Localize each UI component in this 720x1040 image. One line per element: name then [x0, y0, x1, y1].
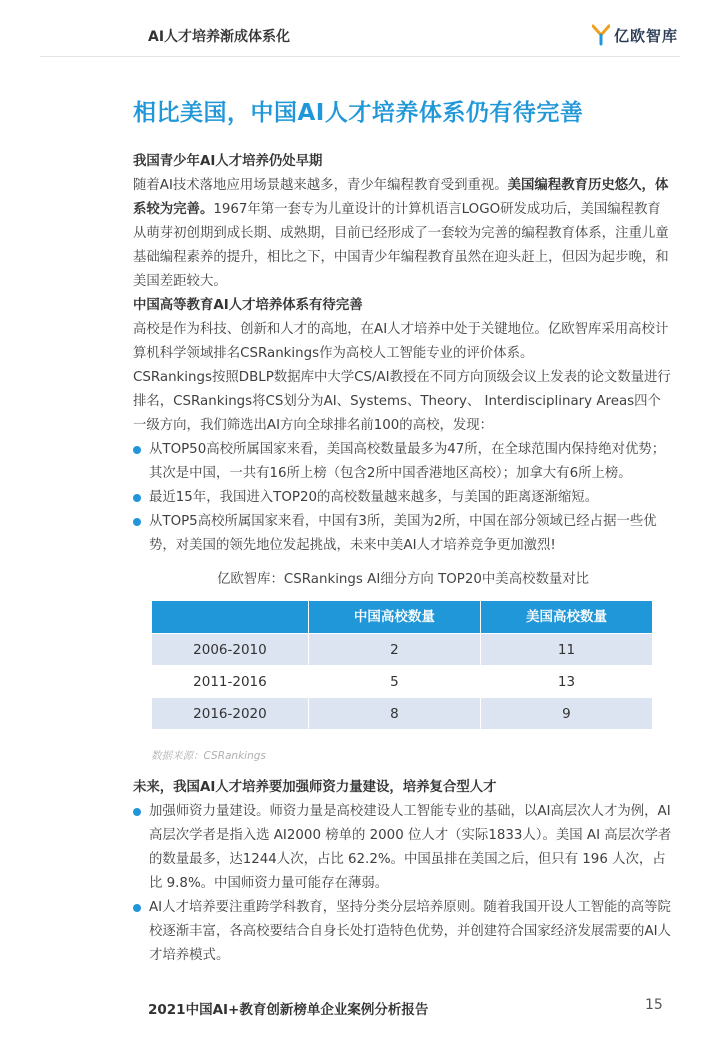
list-item: [133, 486, 673, 510]
header-title: AI人才培养渐成体系化: [148, 29, 291, 45]
table-header-usa: 美国高校数量: [480, 601, 652, 634]
list-item-text: AI人才培养要注重跨学科教育，坚持分类分层培养原则。随着我国开设人工智能的高等院校逐渐丰富，各高校要结合自身长处打造特色优势，并创建符合国家经济发展需要的AI人才培养模式。: [149, 900, 671, 963]
paragraph-youth-part-a: 随着AI技术落地应用场景越来越多，青少年编程教育受到重视。: [133, 178, 508, 193]
table-caption: 亿欧智库：CSRankings AI细分方向 TOP20中美高校数量对比: [216, 572, 590, 587]
future-list: [133, 800, 673, 968]
main-content: [133, 150, 673, 968]
table-row: [152, 666, 653, 698]
table-cell-usa: 11: [480, 634, 652, 666]
header-divider: [40, 56, 680, 57]
paragraph-youth-bold: 美国编程教育历史悠久，体系较为完善。: [133, 178, 669, 217]
table-cell-china: 8: [308, 698, 480, 730]
comparison-table: [151, 600, 653, 730]
section-heading-future: 未来，我国AI人才培养要加强师资力量建设，培养复合型人才: [133, 780, 497, 795]
page-number: 15: [645, 997, 663, 1013]
list-item-text: 加强师资力量建设。师资力量是高校建设人工智能专业的基础，以AI高层次人才为例，AI 高层次学者是指入选 AI2000 榜单的 2000 位人才（实际1833人）。美国 AI 高层次学者的数量最多，达1244人次，占比 62.2%。中国虽排在美国之后，但只有 196 人次，占比 9.8%。中国师资力量可能存在薄弱。: [149, 804, 672, 891]
findings-list: [133, 438, 673, 558]
brand-logo-icon: [592, 24, 610, 46]
section-heading-higher-ed: 中国高等教育AI人才培养体系有待完善: [133, 298, 363, 313]
table-cell-usa: 13: [480, 666, 652, 698]
data-source-note: 数据来源：CSRankings: [151, 750, 266, 762]
table-header-corner: [152, 601, 309, 634]
bullet-dot-icon: [133, 446, 141, 454]
list-item-text: 从TOP50高校所属国家来看，美国高校数量最多为47所，在全球范围内保持绝对优势；其次是中国，一共有16所上榜（包含2所中国香港地区高校）；加拿大有6所上榜。: [149, 442, 666, 481]
table-row: [152, 634, 653, 666]
list-item: [133, 896, 673, 968]
footer-report-title: 2021中国AI+教育创新榜单企业案例分析报告: [148, 1002, 429, 1018]
section-heading-youth: 我国青少年AI人才培养仍处早期: [133, 154, 323, 169]
bullet-dot-icon: [133, 904, 141, 912]
paragraph-higher-ed-1: 高校是作为科技、创新和人才的高地，在AI人才培养中处于关键地位。亿欧智库采用高校计算机科学领域排名CSRankings作为高校人工智能专业的评价体系。: [133, 322, 669, 361]
table-header-row: [152, 601, 653, 634]
list-item-text: 最近15年，我国进入TOP20的高校数量越来越多，与美国的距离逐渐缩短。: [149, 490, 599, 505]
paragraph-youth: [133, 174, 673, 294]
table-cell-period: 2006-2010: [152, 634, 309, 666]
brand-logo: [592, 24, 678, 46]
list-item: [133, 510, 673, 558]
table-cell-usa: 9: [480, 698, 652, 730]
table-cell-period: 2011-2016: [152, 666, 309, 698]
paragraph-higher-ed-2: CSRankings按照DBLP数据库中大学CS/AI教授在不同方向顶级会议上发表的论文数量进行排名，CSRankings将CS划分为AI、Systems、Theory、 Interdisciplinary Areas四个一级方向，我们筛选出AI方向全球排名前100的高校，发现：: [133, 370, 671, 433]
list-item: [133, 800, 673, 896]
table-cell-china: 2: [308, 634, 480, 666]
brand-logo-text: 亿欧智库: [614, 26, 679, 45]
bullet-dot-icon: [133, 494, 141, 502]
list-item-text: 从TOP5高校所属国家来看，中国有3所，美国为2所，中国在部分领域已经占据一些优势，对美国的领先地位发起挑战，未来中美AI人才培养竞争更加激烈!: [149, 514, 657, 553]
table-cell-china: 5: [308, 666, 480, 698]
table-header-china: 中国高校数量: [308, 601, 480, 634]
bullet-dot-icon: [133, 518, 141, 526]
page-title: 相比美国，中国AI人才培养体系仍有待完善: [133, 100, 584, 126]
paragraph-youth-part-c: 1967年第一套专为儿童设计的计算机语言LOGO研发成功后，美国编程教育从萌芽初创期到成长期、成熟期，目前已经形成了一套较为完善的编程教育体系，注重儿童基础编程素养的提升，相比之下，中国青少年编程教育虽然在迎头赶上，但因为起步晚，和美国差距较大。: [133, 202, 669, 289]
table-row: [152, 698, 653, 730]
list-item: [133, 438, 673, 486]
bullet-dot-icon: [133, 808, 141, 816]
table-cell-period: 2016-2020: [152, 698, 309, 730]
